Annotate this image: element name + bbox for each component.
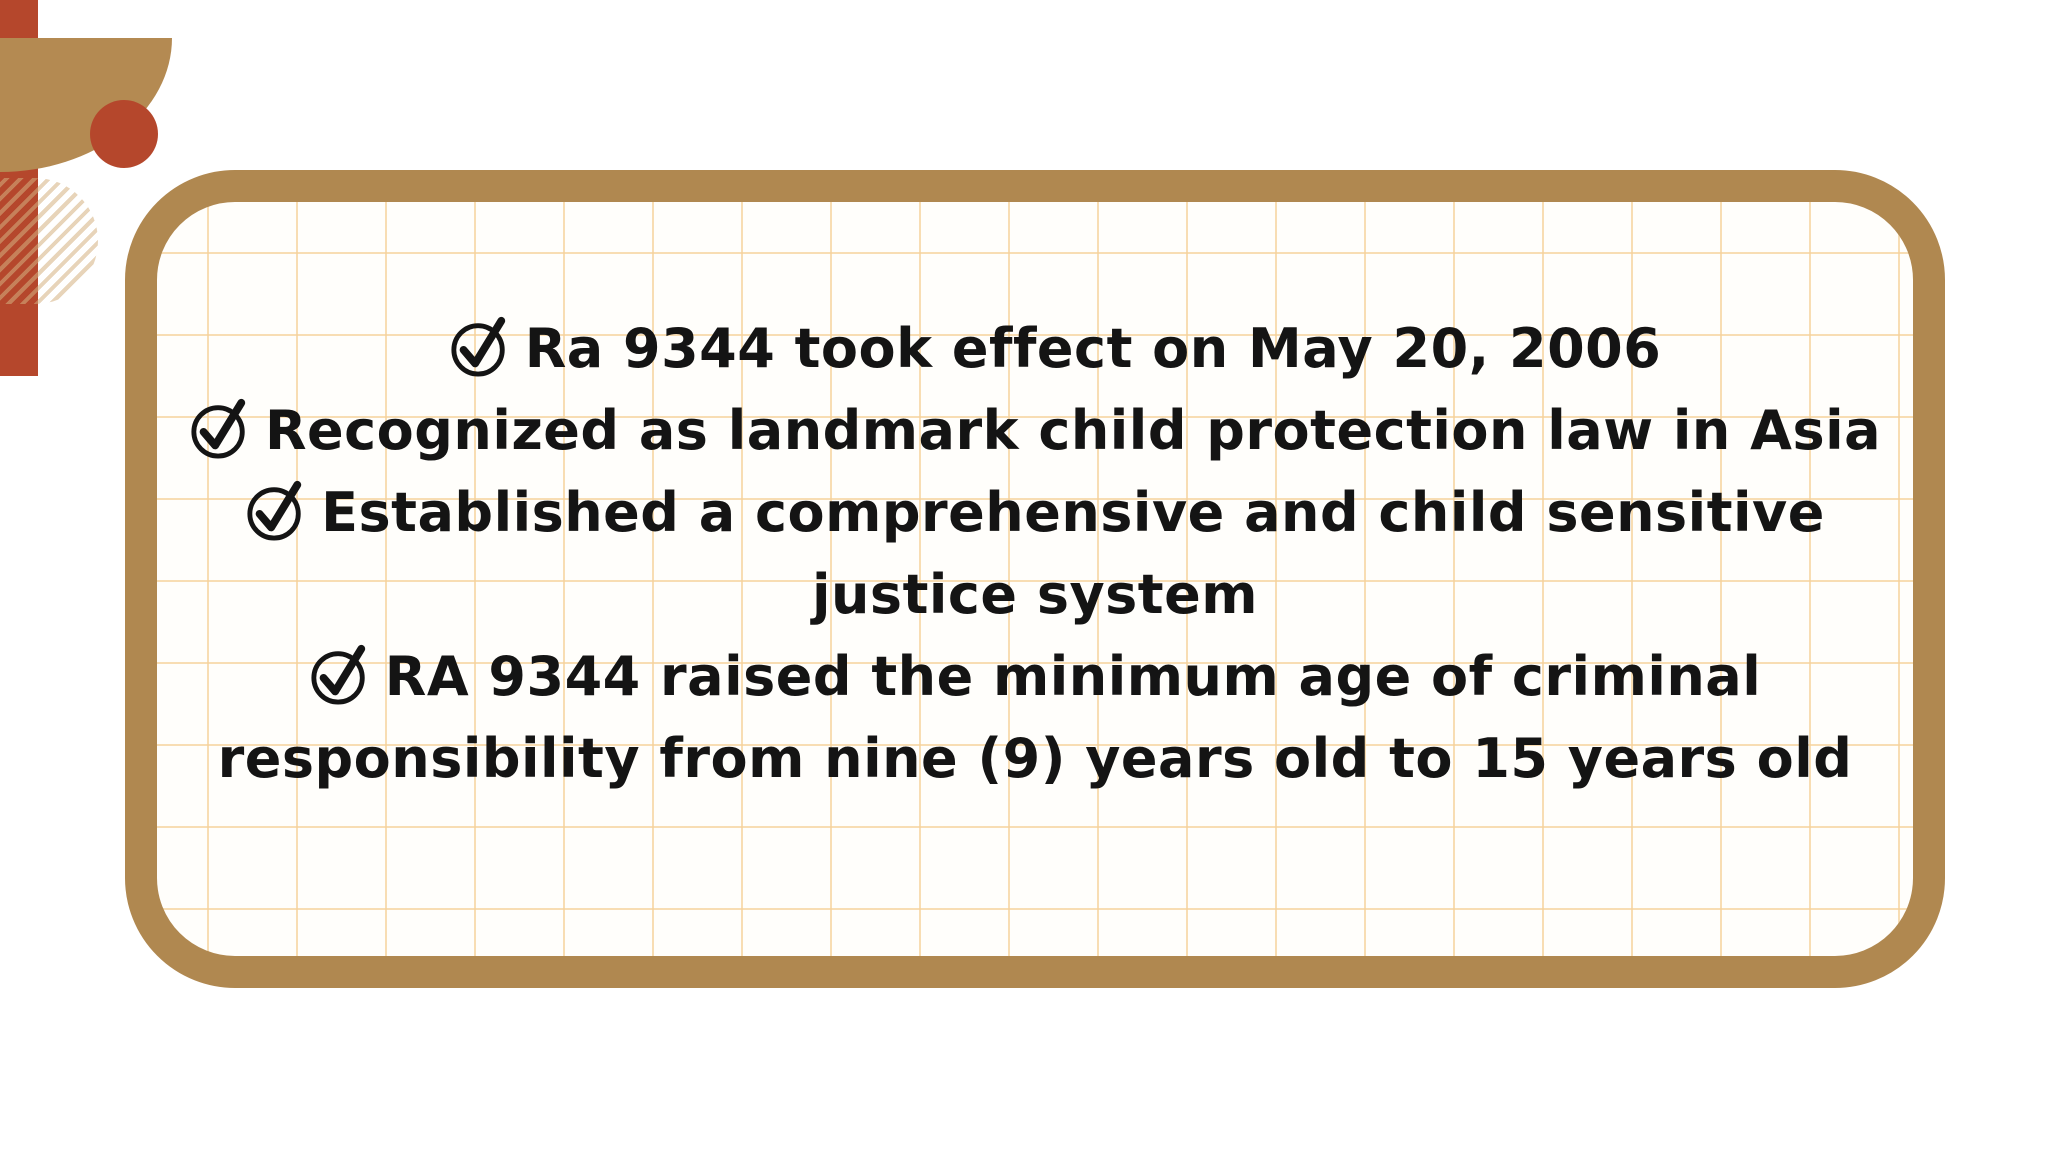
list-item-text: RA 9344 raised the minimum age of criminal (384, 645, 1762, 708)
decorative-striped-shape (0, 178, 98, 304)
list-item-text: Ra 9344 took effect on May 20, 2006 (524, 317, 1662, 380)
list-item (157, 472, 1913, 554)
bullet-list (157, 308, 1913, 800)
checkmark-circle-icon (245, 479, 307, 541)
list-item (157, 390, 1913, 472)
graph-paper-card (125, 170, 1945, 988)
list-item-continuation: responsibility from nine (9) years old to 15 years old (217, 727, 1853, 790)
list-item (157, 308, 1913, 390)
checkmark-circle-icon (309, 643, 371, 705)
checkmark-circle-icon (449, 315, 511, 377)
list-item-text: Recognized as landmark child protection law in Asia (264, 399, 1882, 462)
decorative-red-dot (90, 100, 158, 168)
list-item-text: Established a comprehensive and child sensitive (321, 481, 1825, 544)
list-item (157, 636, 1913, 718)
list-item-continuation: justice system (811, 563, 1259, 626)
checkmark-circle-icon (189, 397, 251, 459)
